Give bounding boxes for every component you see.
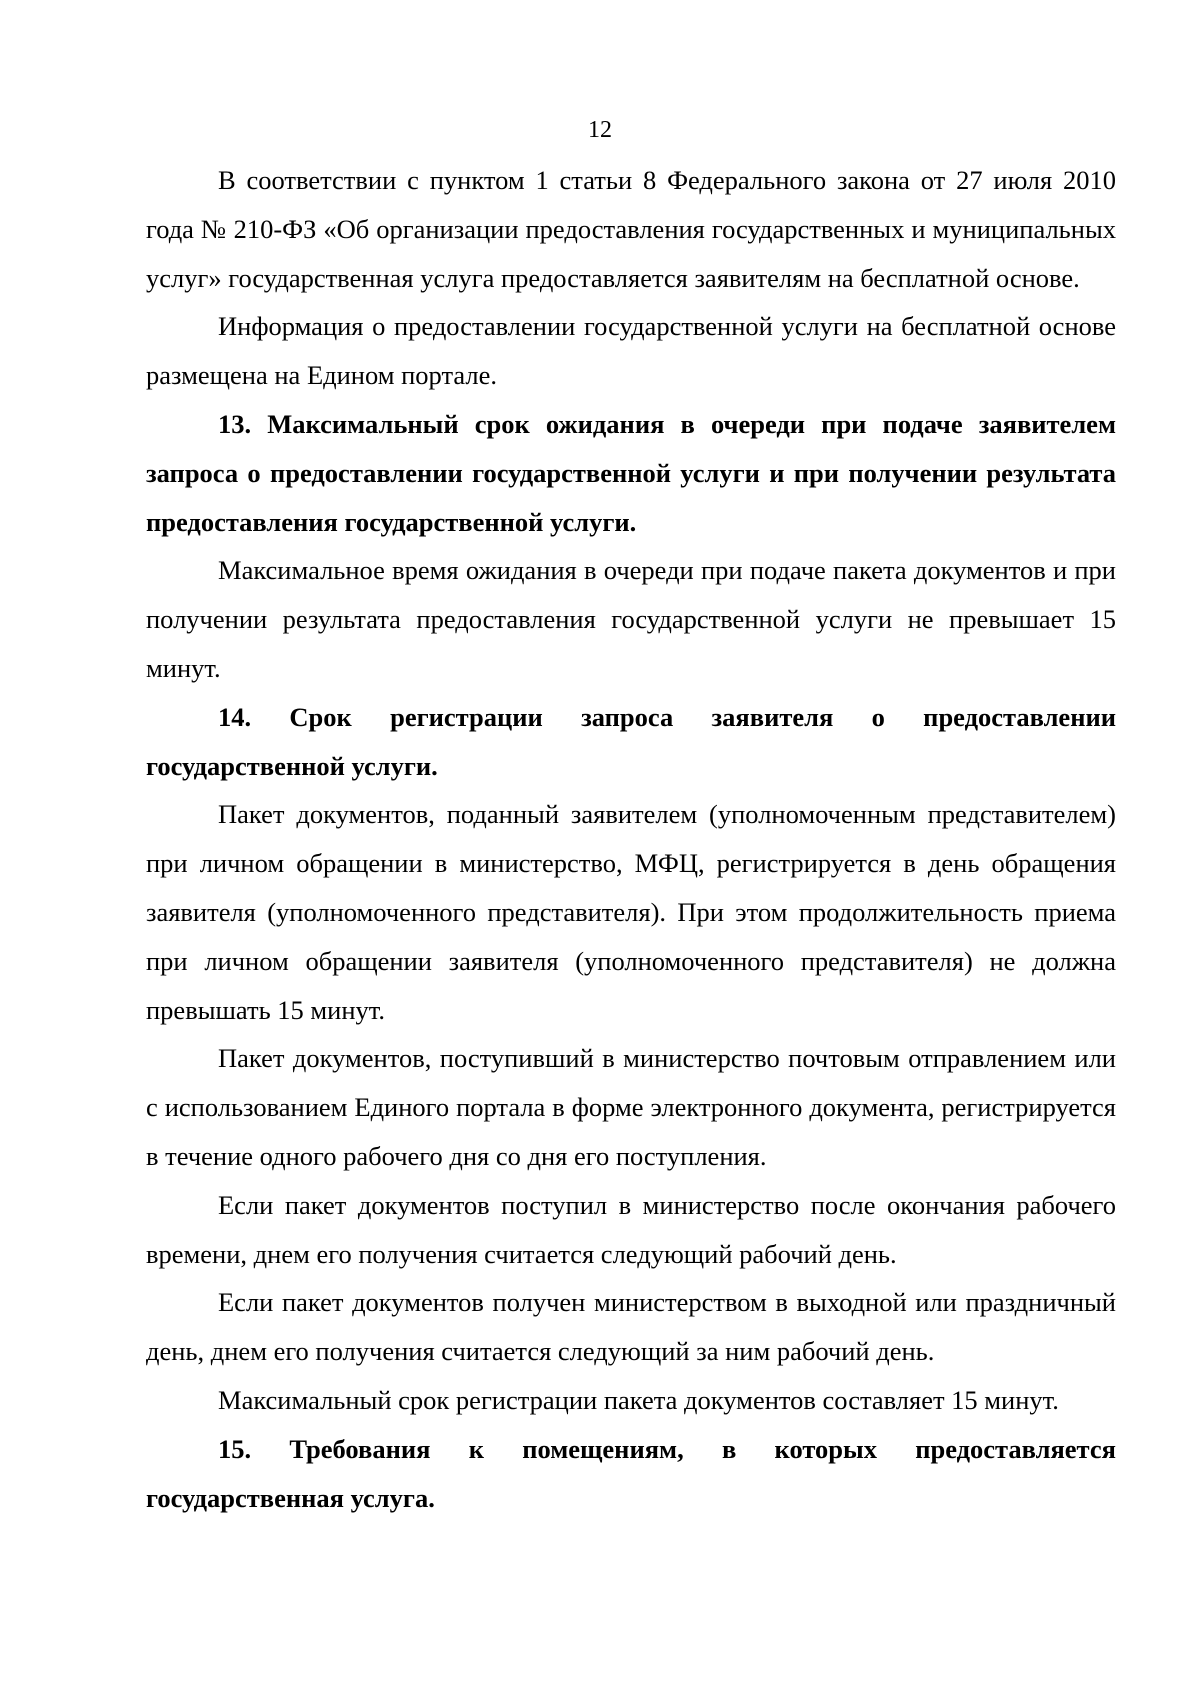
paragraph-postal-registration: Пакет документов, поступивший в министерство почтовым отправлением или с использованием Единого портала в форме электронного документа, регистрируется в течение одного рабочего дня со дня его поступления.	[146, 1043, 1116, 1171]
paragraph-personal-registration: Пакет документов, поданный заявителем (уполномоченным представителем) при личном обращении в министерство, МФЦ, регистрируется в день обращения заявителя (уполномоченного представителя). При этом продолжительность приема при личном обращении заявителя (уполномоченного представителя) не должна превышать 15 минут.	[146, 799, 1116, 1025]
paragraph-after-hours: Если пакет документов поступил в министерство после окончания рабочего времени, днем его получения считается следующий рабочий день.	[146, 1189, 1116, 1269]
section-heading-15: 15. Требования к помещениям, в которых предоставляется государственная услуга.	[146, 1433, 1116, 1513]
paragraph-waiting-time: Максимальное время ожидания в очереди при подаче пакета документов и при получении результата предоставления государственной услуги не превышает 15 минут.	[146, 555, 1116, 683]
section-heading-13: 13. Максимальный срок ожидания в очереди при подаче заявителем запроса о предоставлении государственной услуги и при получении результата предоставления государственной услуги.	[146, 408, 1116, 537]
paragraph-portal-info: Информация о предоставлении государственной услуги на бесплатной основе размещена на Едином портале.	[146, 311, 1116, 391]
document-body	[146, 156, 1116, 1522]
section-heading-14: 14. Срок регистрации запроса заявителя о предоставлении государственной услуги.	[146, 701, 1116, 781]
paragraph-holiday: Если пакет документов получен министерством в выходной или праздничный день, днем его получения считается следующий за ним рабочий день.	[146, 1287, 1116, 1367]
page-number: 12	[588, 117, 612, 143]
paragraph-free-of-charge: В соответствии с пунктом 1 статьи 8 Федерального закона от 27 июля 2010 года № 210-ФЗ «Об организации предоставления государственных и муниципальных услуг» государственная услуга предоставляется заявителям на бесплатной основе.	[146, 165, 1116, 293]
paragraph-max-registration: Максимальный срок регистрации пакета документов составляет 15 минут.	[218, 1384, 1059, 1415]
